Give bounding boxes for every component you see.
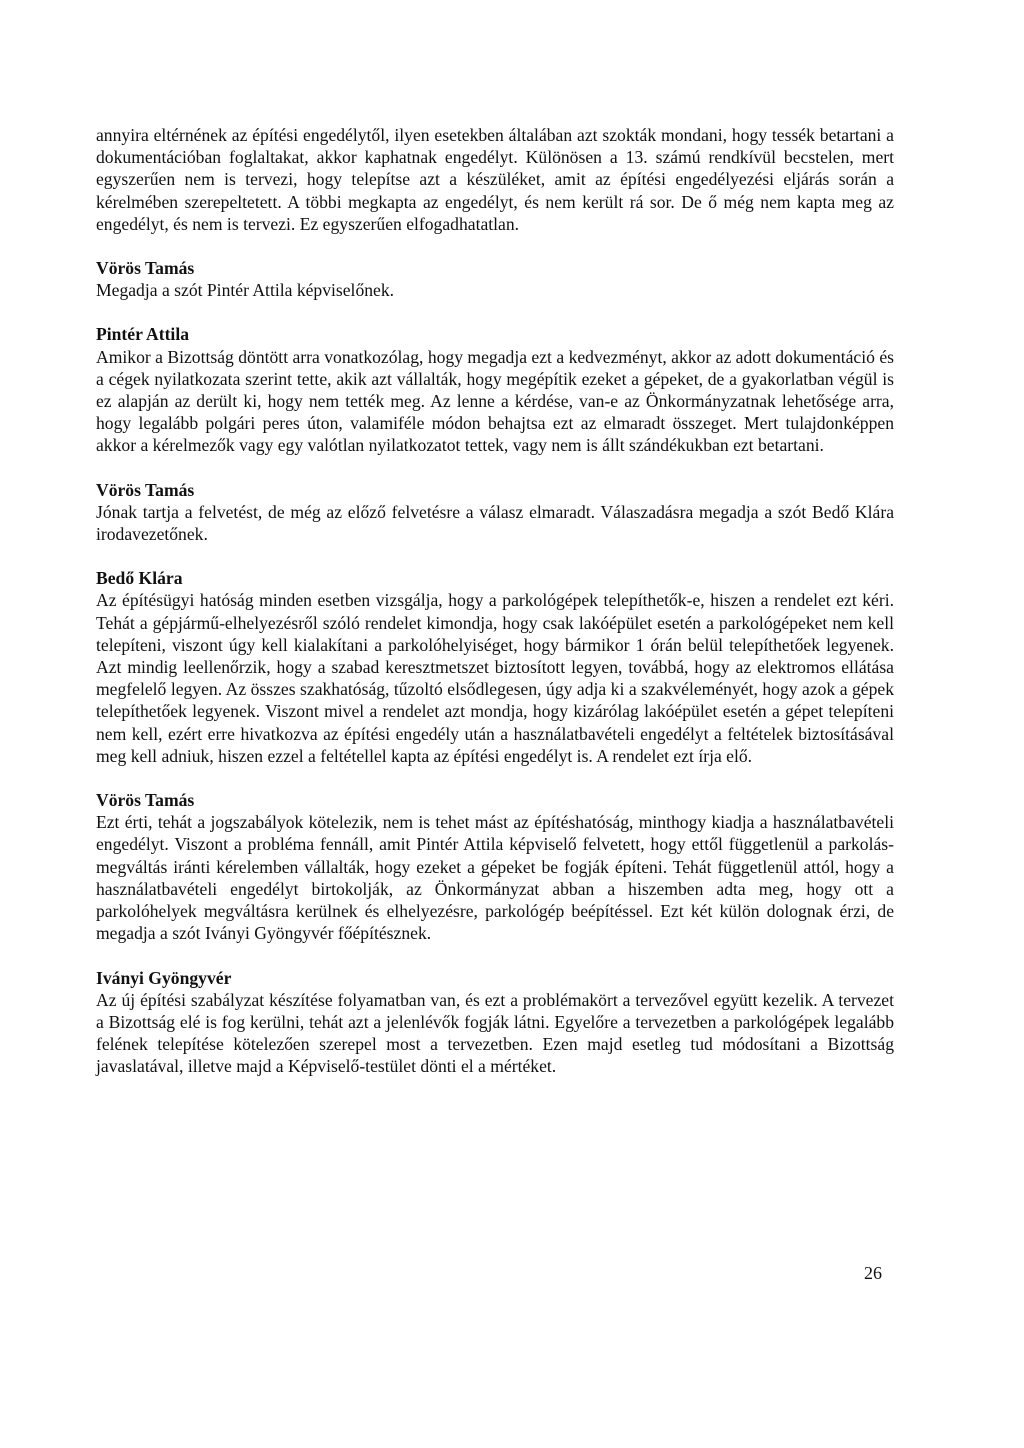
speaker-name: Vörös Tamás <box>96 258 195 279</box>
opening-paragraph: annyira eltérnének az építési engedélytől, ilyen esetekben általában azt szokták mondani, hogy tessék betartani a dokumentációban foglaltakat, akkor kaphatnak engedélyt. Különösen a 13. számú rendkívül becstelen, mert egyszerűen nem is tervezi, hogy telepítse azt a készüléket, amit az építési engedélyezési eljárás során a kérelmében szerepeltetett. A többi megkapta az engedélyt, és nem került rá sor. De ő még nem kapta meg az engedélyt, és nem is tervezi. Ez egyszerűen elfogadhatatlan. <box>96 125 894 234</box>
speech-text: Az új építési szabályzat készítése folyamatban van, és ezt a problémakört a tervezővel együtt kezelik. A tervezet a Bizottság elé is fog kerülni, tehát azt a jelenlévők fogják látni. Egyelőre a tervezetben a parkológépek legalább felének telepítése kötelezően szerepel most a tervezetben. Ezen majd esetleg tud módosítani a Bizottság javaslatával, illetve majd a Képviselő-testület dönti el a mértéket. <box>96 989 894 1077</box>
speech-text: Jónak tartja a felvetést, de még az előző felvetésre a válasz elmaradt. Válaszadásra megadja a szót Bedő Klára irodavezetőnek. <box>96 501 894 545</box>
speaker-name: Vörös Tamás <box>96 790 195 811</box>
speech-section <box>96 967 894 1078</box>
speech-section <box>96 479 894 546</box>
speech-text: Az építésügyi hatóság minden esetben vizsgálja, hogy a parkológépek telepíthetők-e, hiszen a rendelet ezt kéri. Tehát a gépjármű-elhelyezésről szóló rendelet kimondja, hogy csak lakóépület esetén a parkológépeket nem kell telepíteni, viszont úgy kell kialakítani a parkolóhelyiséget, hogy bármikor 1 órán belül telepíthetőek legyenek. Azt mindig leellenőrzik, hogy a szabad keresztmetszet biztosított legyen, továbbá, hogy az elektromos ellátása megfelelő legyen. Az összes szakhatóság, tűzoltó elsődlegesen, úgy adja ki a szakvéleményét, hogy azok a gépek telepíthetőek legyenek. Viszont mivel a rendelet azt mondja, hogy kizárólag lakóépület esetén a gépet telepíteni nem kell, ezért erre hivatkozva az építési engedély után a használatbavételi engedélyt a feltételek biztosításával meg kell adniuk, hiszen ezzel a feltétellel kapta az építési engedélyt is. A rendelet ezt írja elő. <box>96 590 894 766</box>
speech-section <box>96 567 894 767</box>
speaker-name: Iványi Gyöngyvér <box>96 967 232 988</box>
document-page <box>96 124 894 1078</box>
speech-text: Amikor a Bizottság döntött arra vonatkozólag, hogy megadja ezt a kedvezményt, akkor az adott dokumentáció és a cégek nyilatkozata szerint tette, akik azt vállalták, hogy megépítik ezeket a gépeket, de a gyakorlatban végül is ez alapján az derült ki, hogy nem tették meg. Az lenne a kérdése, van-e az Önkormányzatnak lehetősége arra, hogy legalább polgári peres úton, valamiféle módon behajtsa ezt az elmaradt összeget. Mert tulajdonképpen akkor a kérelmezők vagy egy valótlan nyilatkozatot tettek, vagy nem is állt szándékukban ezt betartani. <box>96 346 894 456</box>
page-number: 26 <box>864 1263 882 1283</box>
speaker-name: Pintér Attila <box>96 324 190 345</box>
speaker-name: Vörös Tamás <box>96 479 195 500</box>
speech-section <box>96 257 894 301</box>
speech-section <box>96 789 894 944</box>
speech-section <box>96 323 894 456</box>
speech-text: Ezt érti, tehát a jogszabályok kötelezik, nem is tehet mást az építéshatóság, minthogy kiadja a használatbavételi engedélyt. Viszont a probléma fennáll, amit Pintér Attila képviselő felvetett, hogy ettől függetlenül a parkolás-megváltás iránti kérelemben vállalták, hogy ezeket a gépeket be fogják építeni. Tehát függetlenül attól, hogy a használatbavételi engedélyt birtokolják, az Önkormányzat abban a hiszemben adta meg, hogy ott a parkolóhelyek megváltásra kerülnek és elhelyezésre, parkológép beépítéssel. Ezt két külön dolognak érzi, de megadja a szót Iványi Gyöngyvér főépítésznek. <box>96 812 894 944</box>
speaker-name: Bedő Klára <box>96 568 183 589</box>
speech-text: Megadja a szót Pintér Attila képviselőnek. <box>96 280 395 301</box>
